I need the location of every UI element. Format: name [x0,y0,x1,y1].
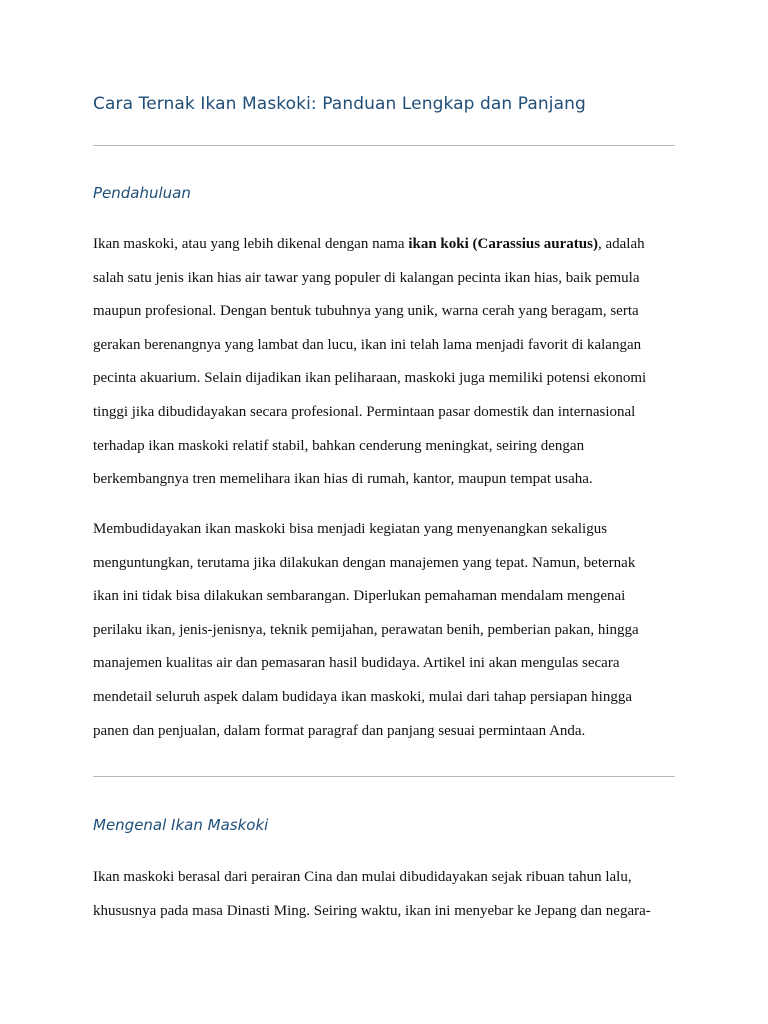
paragraph-line: terhadap ikan maskoki relatif stabil, bahkan cenderung meningkat, seiring dengan [93,437,585,454]
bold-term: ikan koki (Carassius auratus) [408,236,598,252]
horizontal-divider [93,145,675,146]
paragraph-intro-1 [93,228,675,497]
paragraph-line: tinggi jika dibudidayakan secara profesional. Permintaan pasar domestik dan internasional [93,403,636,420]
paragraph-line: ikan ini tidak bisa dilakukan sembarangan. Diperlukan pemahaman mendalam mengenai [93,588,626,605]
paragraph-line: berkembangnya tren memelihara ikan hias di rumah, kantor, maupun tempat usaha. [93,471,593,488]
paragraph-line: gerakan berenangnya yang lambat dan lucu, ikan ini telah lama menjadi favorit di kalangan [93,336,642,353]
paragraph-line: Ikan maskoki berasal dari perairan Cina dan mulai dibudidayakan sejak ribuan tahun lalu, [93,869,632,885]
section-heading-pendahuluan: Pendahuluan [93,184,191,202]
paragraph-line: menguntungkan, terutama jika dilakukan dengan manajemen yang tepat. Namun, beternak [93,554,636,571]
text-run: Ikan maskoki, atau yang lebih dikenal dengan nama [93,236,409,252]
paragraph-mengenal-1 [93,861,675,928]
text-run: , adalah [597,236,645,252]
paragraph-line: manajemen kualitas air dan pemasaran hasil budidaya. Artikel ini akan mengulas secara [93,655,620,672]
paragraph-line: khususnya pada masa Dinasti Ming. Seiring waktu, ikan ini menyebar ke Jepang dan negara- [93,902,651,919]
paragraph-line: pecinta akuarium. Selain dijadikan ikan peliharaan, maskoki juga memiliki potensi ekonomi [93,370,647,387]
paragraph-intro-2 [93,513,675,748]
section-heading-mengenal: Mengenal Ikan Maskoki [93,816,269,834]
paragraph-line: salah satu jenis ikan hias air tawar yang populer di kalangan pecinta ikan hias, baik pemula [93,269,640,286]
document-title: Cara Ternak Ikan Maskoki: Panduan Lengkap dan Panjang [93,94,586,114]
paragraph-line: mendetail seluruh aspek dalam budidaya ikan maskoki, mulai dari tahap persiapan hingga [93,688,633,705]
paragraph-line [93,228,675,262]
paragraph-line: Membudidayakan ikan maskoki bisa menjadi kegiatan yang menyenangkan sekaligus [93,521,608,537]
paragraph-line: maupun profesional. Dengan bentuk tubuhnya yang unik, warna cerah yang beragam, serta [93,303,639,320]
paragraph-line: perilaku ikan, jenis-jenisnya, teknik pemijahan, perawatan benih, pemberian pakan, hingga [93,621,639,638]
paragraph-line: panen dan penjualan, dalam format paragraf dan panjang sesuai permintaan Anda. [93,722,586,739]
horizontal-divider [93,776,675,777]
